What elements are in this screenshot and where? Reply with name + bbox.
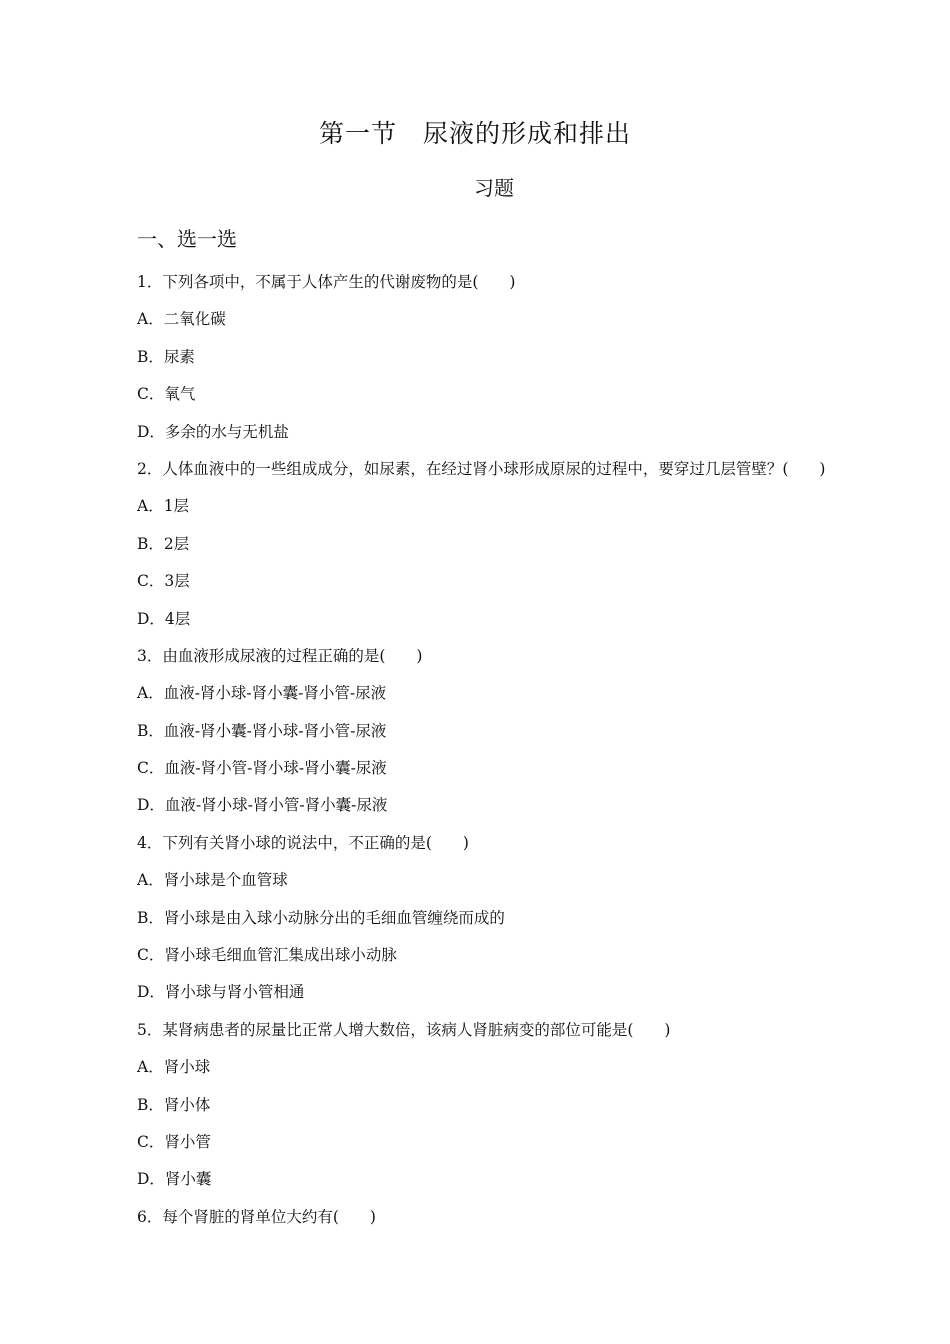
question-line: A．二氧化碳 bbox=[137, 310, 226, 329]
question-line: 2．人体血液中的一些组成成分，如尿素，在经过肾小球形成原尿的过程中，要穿过几层管壁？( ) bbox=[137, 459, 826, 478]
question-line: B．肾小体 bbox=[137, 1095, 211, 1114]
question-line: B．血液-肾小囊-肾小球-肾小管-尿液 bbox=[137, 721, 387, 740]
question-line: C．氧气 bbox=[137, 385, 196, 404]
question-line: 6．每个肾脏的肾单位大约有( ) bbox=[137, 1207, 376, 1226]
question-line: 3．由血液形成尿液的过程正确的是( ) bbox=[137, 646, 423, 665]
question-line: A．1层 bbox=[137, 497, 190, 516]
question-line: B．2层 bbox=[137, 534, 190, 553]
question-line: C．3层 bbox=[137, 572, 190, 591]
question-line: C．血液-肾小管-肾小球-肾小囊-尿液 bbox=[137, 759, 387, 778]
page-subtitle: 习题 bbox=[474, 176, 514, 200]
question-line: A．血液-肾小球-肾小囊-肾小管-尿液 bbox=[137, 684, 387, 703]
question-line: D．肾小球与肾小管相通 bbox=[137, 983, 305, 1002]
question-line: 5．某肾病患者的尿量比正常人增大数倍，该病人肾脏病变的部位可能是( ) bbox=[137, 1020, 671, 1039]
question-line: A．肾小球是个血管球 bbox=[137, 871, 288, 890]
section-heading: 一、选一选 bbox=[137, 227, 237, 251]
question-line: D．血液-肾小球-肾小管-肾小囊-尿液 bbox=[137, 796, 388, 815]
question-line: 1．下列各项中，不属于人体产生的代谢废物的是( ) bbox=[137, 273, 516, 291]
question-line: D．肾小囊 bbox=[137, 1170, 212, 1189]
page-title: 第一节 尿液的形成和排出 bbox=[318, 119, 631, 148]
question-line: B．尿素 bbox=[137, 347, 195, 366]
question-line: A．肾小球 bbox=[137, 1058, 211, 1077]
question-line: 4．下列有关肾小球的说法中，不正确的是( ) bbox=[137, 833, 469, 852]
question-list bbox=[137, 270, 857, 1242]
question-line: C．肾小球毛细血管汇集成出球小动脉 bbox=[137, 946, 397, 965]
question-line: C．肾小管 bbox=[137, 1132, 211, 1151]
question-line: D．4层 bbox=[137, 609, 191, 628]
question-line: B．肾小球是由入球小动脉分出的毛细血管缠绕而成的 bbox=[137, 908, 505, 927]
question-line: D．多余的水与无机盐 bbox=[137, 422, 289, 441]
